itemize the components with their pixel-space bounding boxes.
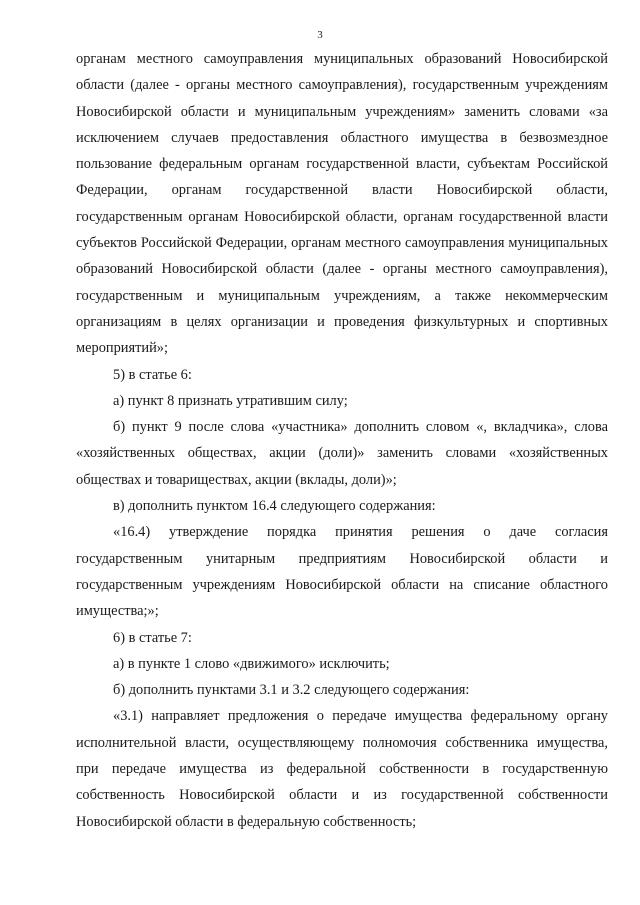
paragraph-quote-16-4: «16.4) утверждение порядка принятия решения о даче согласия государственным унитарным предприятиям Новосибирской области и государственным учреждениям Новосибирской области на списание областного имущества;»;	[76, 524, 608, 620]
paragraph-subitem-b-2: б) дополнить пунктами 3.1 и 3.2 следующего содержания:	[113, 682, 470, 699]
paragraph-item-5: 5) в статье 6:	[113, 366, 192, 383]
document-body	[76, 46, 608, 835]
paragraph-continuation: органам местного самоуправления муниципальных образований Новосибирской области (далее - органы местного самоуправления), государственным учреждениям Новосибирской области и муниципальным учреждениям» заменить словами «за исключением случаев предоставления областного имущества в безвозмездное пользование федеральным органам государственной власти, субъектам Российской Федерации, органам государственной власти Новосибирской области, государственным органам Новосибирской области, органам государственной власти субъектов Российской Федерации, органам местного самоуправления муниципальных образований Новосибирской области (далее - органы местного самоуправления), государственным и муниципальным учреждениям, а также некоммерческим организациям в целях организации и проведения физкультурных и спортивных мероприятий»;	[76, 51, 608, 357]
page-number: 3	[317, 29, 323, 41]
paragraph-subitem-v: в) дополнить пунктом 16.4 следующего содержания:	[113, 498, 436, 515]
paragraph-subitem-a: а) пункт 8 признать утратившим силу;	[113, 392, 348, 409]
paragraph-subitem-b: б) пункт 9 после слова «участника» дополнить словом «, вкладчика», слова «хозяйственных обществах, акции (доли)» заменить словами «хозяйственных обществах и товариществах, акции (вклады, доли)»;	[76, 419, 608, 488]
paragraph-subitem-a-2: а) в пункте 1 слово «движимого» исключить;	[113, 655, 390, 672]
paragraph-item-6: 6) в статье 7:	[113, 629, 192, 646]
paragraph-quote-3-1: «3.1) направляет предложения о передаче имущества федеральному органу исполнительной власти, осуществляющему полномочия собственника имущества, при передаче имущества из федеральной собственности в государственную собственность Новосибирской области и из государственной собственности Новосибирской области в федеральную собственность;	[76, 708, 608, 830]
